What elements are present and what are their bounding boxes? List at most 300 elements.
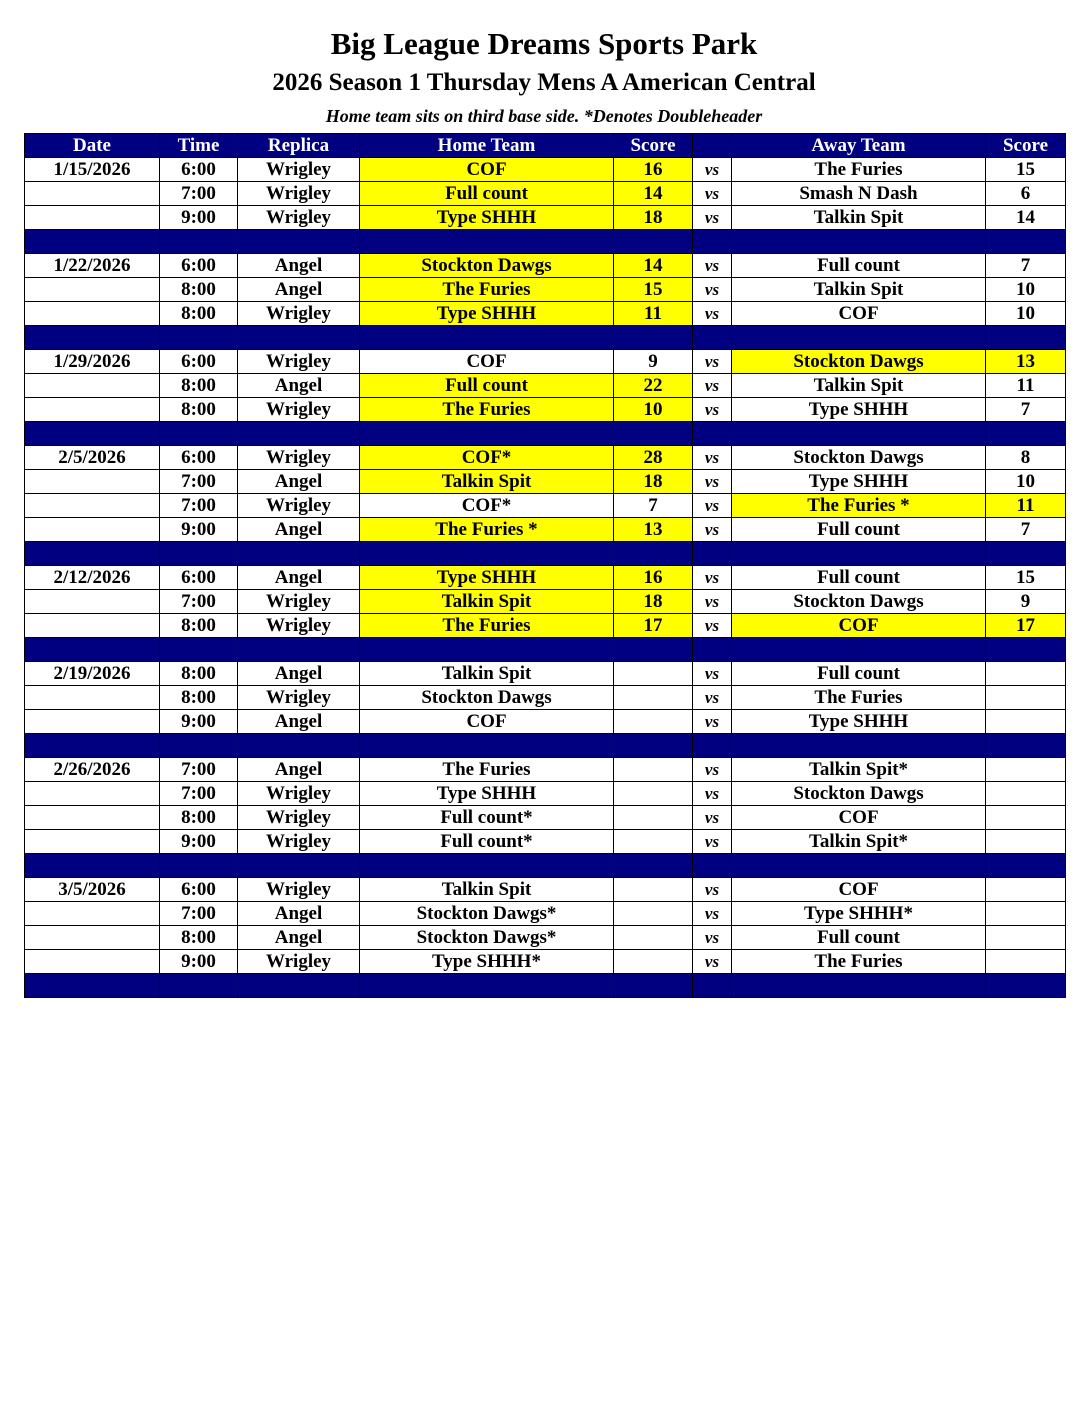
game-time: 7:00 bbox=[160, 782, 238, 806]
separator-cell bbox=[238, 230, 360, 254]
away-team: COF bbox=[732, 614, 986, 638]
game-time: 8:00 bbox=[160, 806, 238, 830]
home-score: 10 bbox=[614, 398, 693, 422]
separator-cell bbox=[614, 638, 693, 662]
game-time: 8:00 bbox=[160, 686, 238, 710]
game-date: 1/29/2026 bbox=[25, 350, 160, 374]
game-replica: Wrigley bbox=[238, 302, 360, 326]
home-team: Talkin Spit bbox=[360, 470, 614, 494]
schedule-note: Home team sits on third base side. *Denotes Doubleheader bbox=[325, 106, 763, 126]
home-team: The Furies bbox=[360, 614, 614, 638]
separator-cell bbox=[160, 734, 238, 758]
week-separator-row bbox=[25, 326, 1066, 350]
home-team: Full count bbox=[360, 374, 614, 398]
away-team: Type SHHH bbox=[732, 710, 986, 734]
table-row bbox=[25, 614, 1066, 638]
away-score: 7 bbox=[986, 518, 1066, 542]
home-score: 15 bbox=[614, 278, 693, 302]
separator-cell bbox=[614, 230, 693, 254]
game-date bbox=[25, 182, 160, 206]
separator-cell bbox=[693, 974, 732, 998]
away-team: Stockton Dawgs bbox=[732, 446, 986, 470]
vs-label: vs bbox=[693, 878, 732, 902]
separator-cell bbox=[160, 542, 238, 566]
home-score: 18 bbox=[614, 590, 693, 614]
separator-cell bbox=[693, 326, 732, 350]
separator-cell bbox=[360, 542, 614, 566]
table-row bbox=[25, 206, 1066, 230]
vs-label: vs bbox=[693, 254, 732, 278]
game-date bbox=[25, 398, 160, 422]
home-score: 9 bbox=[614, 350, 693, 374]
table-row bbox=[25, 590, 1066, 614]
table-row bbox=[25, 158, 1066, 182]
separator-cell bbox=[160, 638, 238, 662]
home-score: 11 bbox=[614, 302, 693, 326]
home-score: 17 bbox=[614, 614, 693, 638]
separator-cell bbox=[986, 974, 1066, 998]
away-score bbox=[986, 830, 1066, 854]
away-score: 11 bbox=[986, 374, 1066, 398]
separator-cell bbox=[25, 734, 160, 758]
home-team: The Furies bbox=[360, 398, 614, 422]
home-score bbox=[614, 782, 693, 806]
separator-cell bbox=[25, 854, 160, 878]
separator-cell bbox=[986, 638, 1066, 662]
away-score bbox=[986, 686, 1066, 710]
table-row bbox=[25, 758, 1066, 782]
away-team: The Furies * bbox=[732, 494, 986, 518]
game-time: 9:00 bbox=[160, 950, 238, 974]
separator-cell bbox=[986, 422, 1066, 446]
separator-cell bbox=[693, 542, 732, 566]
vs-label: vs bbox=[693, 662, 732, 686]
away-team: The Furies bbox=[732, 950, 986, 974]
home-score bbox=[614, 926, 693, 950]
away-team: Full count bbox=[732, 662, 986, 686]
separator-cell bbox=[986, 854, 1066, 878]
game-date bbox=[25, 518, 160, 542]
game-date bbox=[25, 494, 160, 518]
col-header-replica: Replica bbox=[238, 134, 360, 158]
col-header-away-score: Score bbox=[986, 134, 1066, 158]
game-time: 8:00 bbox=[160, 926, 238, 950]
home-score: 16 bbox=[614, 158, 693, 182]
vs-label: vs bbox=[693, 686, 732, 710]
home-team: COF bbox=[360, 710, 614, 734]
home-team: Type SHHH bbox=[360, 302, 614, 326]
separator-cell bbox=[160, 974, 238, 998]
game-date: 1/22/2026 bbox=[25, 254, 160, 278]
vs-label: vs bbox=[693, 518, 732, 542]
home-score bbox=[614, 710, 693, 734]
col-header-home-team: Home Team bbox=[360, 134, 614, 158]
separator-cell bbox=[160, 854, 238, 878]
away-score: 6 bbox=[986, 182, 1066, 206]
separator-cell bbox=[238, 422, 360, 446]
game-replica: Wrigley bbox=[238, 494, 360, 518]
separator-cell bbox=[693, 734, 732, 758]
home-team: Full count bbox=[360, 182, 614, 206]
separator-cell bbox=[614, 422, 693, 446]
away-team: Smash N Dash bbox=[732, 182, 986, 206]
vs-label: vs bbox=[693, 350, 732, 374]
vs-label: vs bbox=[693, 494, 732, 518]
game-replica: Wrigley bbox=[238, 950, 360, 974]
game-replica: Wrigley bbox=[238, 878, 360, 902]
away-score bbox=[986, 950, 1066, 974]
game-time: 7:00 bbox=[160, 494, 238, 518]
week-separator-row bbox=[25, 230, 1066, 254]
vs-label: vs bbox=[693, 710, 732, 734]
game-date: 1/15/2026 bbox=[25, 158, 160, 182]
table-row bbox=[25, 254, 1066, 278]
home-team: The Furies bbox=[360, 278, 614, 302]
separator-cell bbox=[614, 326, 693, 350]
home-score bbox=[614, 662, 693, 686]
table-row bbox=[25, 806, 1066, 830]
table-row bbox=[25, 494, 1066, 518]
week-separator-row bbox=[25, 542, 1066, 566]
table-row bbox=[25, 278, 1066, 302]
away-team: Stockton Dawgs bbox=[732, 350, 986, 374]
separator-cell bbox=[238, 326, 360, 350]
home-score bbox=[614, 806, 693, 830]
game-replica: Angel bbox=[238, 278, 360, 302]
table-row bbox=[25, 662, 1066, 686]
vs-label: vs bbox=[693, 830, 732, 854]
home-score bbox=[614, 686, 693, 710]
col-header-vs bbox=[693, 134, 732, 158]
home-score: 22 bbox=[614, 374, 693, 398]
game-date: 2/5/2026 bbox=[25, 446, 160, 470]
game-time: 7:00 bbox=[160, 758, 238, 782]
away-team: Talkin Spit* bbox=[732, 830, 986, 854]
home-team: Type SHHH bbox=[360, 566, 614, 590]
game-time: 9:00 bbox=[160, 830, 238, 854]
away-score: 10 bbox=[986, 470, 1066, 494]
home-team: Full count* bbox=[360, 830, 614, 854]
col-header-time: Time bbox=[160, 134, 238, 158]
home-score bbox=[614, 878, 693, 902]
separator-cell bbox=[25, 974, 160, 998]
game-date bbox=[25, 614, 160, 638]
table-row bbox=[25, 686, 1066, 710]
home-score: 14 bbox=[614, 254, 693, 278]
game-date bbox=[25, 782, 160, 806]
separator-cell bbox=[360, 974, 614, 998]
game-date: 2/19/2026 bbox=[25, 662, 160, 686]
table-row bbox=[25, 710, 1066, 734]
away-score: 17 bbox=[986, 614, 1066, 638]
away-score bbox=[986, 878, 1066, 902]
home-score: 28 bbox=[614, 446, 693, 470]
away-score bbox=[986, 902, 1066, 926]
vs-label: vs bbox=[693, 782, 732, 806]
separator-cell bbox=[693, 638, 732, 662]
separator-cell bbox=[238, 734, 360, 758]
separator-cell bbox=[732, 734, 986, 758]
away-team: Stockton Dawgs bbox=[732, 782, 986, 806]
separator-cell bbox=[614, 854, 693, 878]
col-header-date: Date bbox=[25, 134, 160, 158]
table-row bbox=[25, 926, 1066, 950]
game-time: 6:00 bbox=[160, 254, 238, 278]
away-team: Full count bbox=[732, 566, 986, 590]
away-team: Type SHHH* bbox=[732, 902, 986, 926]
table-row bbox=[25, 878, 1066, 902]
game-time: 7:00 bbox=[160, 470, 238, 494]
away-score bbox=[986, 926, 1066, 950]
home-team: Stockton Dawgs bbox=[360, 254, 614, 278]
separator-cell bbox=[732, 638, 986, 662]
table-row bbox=[25, 350, 1066, 374]
home-score: 16 bbox=[614, 566, 693, 590]
away-team: Full count bbox=[732, 518, 986, 542]
away-team: Full count bbox=[732, 926, 986, 950]
home-team: Talkin Spit bbox=[360, 662, 614, 686]
table-row bbox=[25, 374, 1066, 398]
vs-label: vs bbox=[693, 566, 732, 590]
game-date bbox=[25, 710, 160, 734]
vs-label: vs bbox=[693, 806, 732, 830]
game-replica: Wrigley bbox=[238, 158, 360, 182]
game-replica: Angel bbox=[238, 518, 360, 542]
away-score: 15 bbox=[986, 566, 1066, 590]
separator-cell bbox=[732, 326, 986, 350]
game-time: 8:00 bbox=[160, 374, 238, 398]
game-time: 7:00 bbox=[160, 902, 238, 926]
game-date bbox=[25, 590, 160, 614]
home-team: Type SHHH* bbox=[360, 950, 614, 974]
away-team: Talkin Spit* bbox=[732, 758, 986, 782]
away-team: Type SHHH bbox=[732, 470, 986, 494]
game-date bbox=[25, 830, 160, 854]
game-date bbox=[25, 902, 160, 926]
table-row bbox=[25, 782, 1066, 806]
vs-label: vs bbox=[693, 902, 732, 926]
game-replica: Wrigley bbox=[238, 614, 360, 638]
separator-cell bbox=[25, 230, 160, 254]
separator-cell bbox=[25, 638, 160, 662]
game-date bbox=[25, 278, 160, 302]
game-date: 3/5/2026 bbox=[25, 878, 160, 902]
home-score bbox=[614, 758, 693, 782]
away-team: Full count bbox=[732, 254, 986, 278]
home-score bbox=[614, 830, 693, 854]
vs-label: vs bbox=[693, 926, 732, 950]
home-score: 14 bbox=[614, 182, 693, 206]
game-time: 9:00 bbox=[160, 710, 238, 734]
separator-cell bbox=[238, 854, 360, 878]
vs-label: vs bbox=[693, 446, 732, 470]
game-replica: Wrigley bbox=[238, 182, 360, 206]
separator-cell bbox=[360, 230, 614, 254]
game-date: 2/26/2026 bbox=[25, 758, 160, 782]
away-score: 7 bbox=[986, 398, 1066, 422]
page-subtitle: 2026 Season 1 Thursday Mens A American Central bbox=[272, 69, 816, 96]
separator-cell bbox=[238, 542, 360, 566]
away-score: 9 bbox=[986, 590, 1066, 614]
table-row bbox=[25, 830, 1066, 854]
separator-cell bbox=[25, 422, 160, 446]
away-team: COF bbox=[732, 302, 986, 326]
game-replica: Angel bbox=[238, 710, 360, 734]
vs-label: vs bbox=[693, 374, 732, 398]
home-score: 18 bbox=[614, 470, 693, 494]
game-replica: Angel bbox=[238, 926, 360, 950]
game-time: 8:00 bbox=[160, 614, 238, 638]
away-team: The Furies bbox=[732, 158, 986, 182]
separator-cell bbox=[693, 422, 732, 446]
game-replica: Angel bbox=[238, 470, 360, 494]
home-score: 18 bbox=[614, 206, 693, 230]
game-replica: Wrigley bbox=[238, 398, 360, 422]
separator-cell bbox=[986, 326, 1066, 350]
game-time: 6:00 bbox=[160, 158, 238, 182]
separator-cell bbox=[160, 422, 238, 446]
separator-cell bbox=[360, 326, 614, 350]
separator-cell bbox=[160, 230, 238, 254]
home-team: COF* bbox=[360, 494, 614, 518]
separator-cell bbox=[732, 422, 986, 446]
table-row bbox=[25, 902, 1066, 926]
away-team: Talkin Spit bbox=[732, 206, 986, 230]
home-team: Stockton Dawgs bbox=[360, 686, 614, 710]
vs-label: vs bbox=[693, 278, 732, 302]
home-team: The Furies * bbox=[360, 518, 614, 542]
separator-cell bbox=[732, 974, 986, 998]
game-replica: Wrigley bbox=[238, 206, 360, 230]
table-row bbox=[25, 566, 1066, 590]
game-time: 9:00 bbox=[160, 518, 238, 542]
home-score bbox=[614, 950, 693, 974]
game-replica: Angel bbox=[238, 374, 360, 398]
table-row bbox=[25, 446, 1066, 470]
home-team: Stockton Dawgs* bbox=[360, 926, 614, 950]
away-team: COF bbox=[732, 806, 986, 830]
away-score bbox=[986, 758, 1066, 782]
separator-cell bbox=[986, 230, 1066, 254]
game-replica: Angel bbox=[238, 902, 360, 926]
table-row bbox=[25, 182, 1066, 206]
away-team: Type SHHH bbox=[732, 398, 986, 422]
home-score: 7 bbox=[614, 494, 693, 518]
away-team: COF bbox=[732, 878, 986, 902]
home-team: The Furies bbox=[360, 758, 614, 782]
vs-label: vs bbox=[693, 590, 732, 614]
vs-label: vs bbox=[693, 470, 732, 494]
table-row bbox=[25, 398, 1066, 422]
game-replica: Angel bbox=[238, 566, 360, 590]
game-time: 7:00 bbox=[160, 182, 238, 206]
away-score: 13 bbox=[986, 350, 1066, 374]
game-date bbox=[25, 374, 160, 398]
separator-cell bbox=[732, 542, 986, 566]
away-score: 10 bbox=[986, 302, 1066, 326]
separator-cell bbox=[986, 542, 1066, 566]
vs-label: vs bbox=[693, 302, 732, 326]
week-separator-row bbox=[25, 638, 1066, 662]
home-score bbox=[614, 902, 693, 926]
separator-cell bbox=[238, 974, 360, 998]
col-header-away-team: Away Team bbox=[732, 134, 986, 158]
separator-cell bbox=[160, 326, 238, 350]
vs-label: vs bbox=[693, 614, 732, 638]
away-score: 15 bbox=[986, 158, 1066, 182]
home-team: Full count* bbox=[360, 806, 614, 830]
table-row bbox=[25, 470, 1066, 494]
game-date bbox=[25, 470, 160, 494]
separator-cell bbox=[732, 854, 986, 878]
separator-cell bbox=[614, 974, 693, 998]
home-team: COF bbox=[360, 350, 614, 374]
home-team: Type SHHH bbox=[360, 782, 614, 806]
separator-cell bbox=[360, 854, 614, 878]
game-replica: Wrigley bbox=[238, 590, 360, 614]
away-score: 14 bbox=[986, 206, 1066, 230]
col-header-home-score: Score bbox=[614, 134, 693, 158]
game-replica: Angel bbox=[238, 662, 360, 686]
game-date bbox=[25, 302, 160, 326]
separator-cell bbox=[693, 854, 732, 878]
separator-cell bbox=[360, 422, 614, 446]
game-date: 2/12/2026 bbox=[25, 566, 160, 590]
week-separator-row bbox=[25, 734, 1066, 758]
game-time: 6:00 bbox=[160, 566, 238, 590]
table-row bbox=[25, 302, 1066, 326]
away-score bbox=[986, 662, 1066, 686]
game-time: 6:00 bbox=[160, 878, 238, 902]
separator-cell bbox=[986, 734, 1066, 758]
vs-label: vs bbox=[693, 758, 732, 782]
home-score: 13 bbox=[614, 518, 693, 542]
separator-cell bbox=[360, 638, 614, 662]
game-replica: Wrigley bbox=[238, 686, 360, 710]
away-team: The Furies bbox=[732, 686, 986, 710]
game-time: 6:00 bbox=[160, 446, 238, 470]
game-replica: Wrigley bbox=[238, 782, 360, 806]
separator-cell bbox=[614, 734, 693, 758]
game-time: 8:00 bbox=[160, 398, 238, 422]
home-team: Stockton Dawgs* bbox=[360, 902, 614, 926]
week-separator-row bbox=[25, 974, 1066, 998]
page-title: Big League Dreams Sports Park bbox=[330, 26, 758, 61]
table-row bbox=[25, 950, 1066, 974]
game-time: 7:00 bbox=[160, 590, 238, 614]
game-date bbox=[25, 806, 160, 830]
separator-cell bbox=[693, 230, 732, 254]
game-date bbox=[25, 686, 160, 710]
home-team: COF* bbox=[360, 446, 614, 470]
vs-label: vs bbox=[693, 206, 732, 230]
vs-label: vs bbox=[693, 398, 732, 422]
away-score: 8 bbox=[986, 446, 1066, 470]
week-separator-row bbox=[25, 854, 1066, 878]
game-time: 9:00 bbox=[160, 206, 238, 230]
vs-label: vs bbox=[693, 950, 732, 974]
vs-label: vs bbox=[693, 158, 732, 182]
game-replica: Wrigley bbox=[238, 350, 360, 374]
game-replica: Wrigley bbox=[238, 446, 360, 470]
separator-cell bbox=[25, 326, 160, 350]
game-replica: Angel bbox=[238, 254, 360, 278]
away-score bbox=[986, 710, 1066, 734]
home-team: Type SHHH bbox=[360, 206, 614, 230]
game-date bbox=[25, 926, 160, 950]
game-date bbox=[25, 950, 160, 974]
away-team: Stockton Dawgs bbox=[732, 590, 986, 614]
